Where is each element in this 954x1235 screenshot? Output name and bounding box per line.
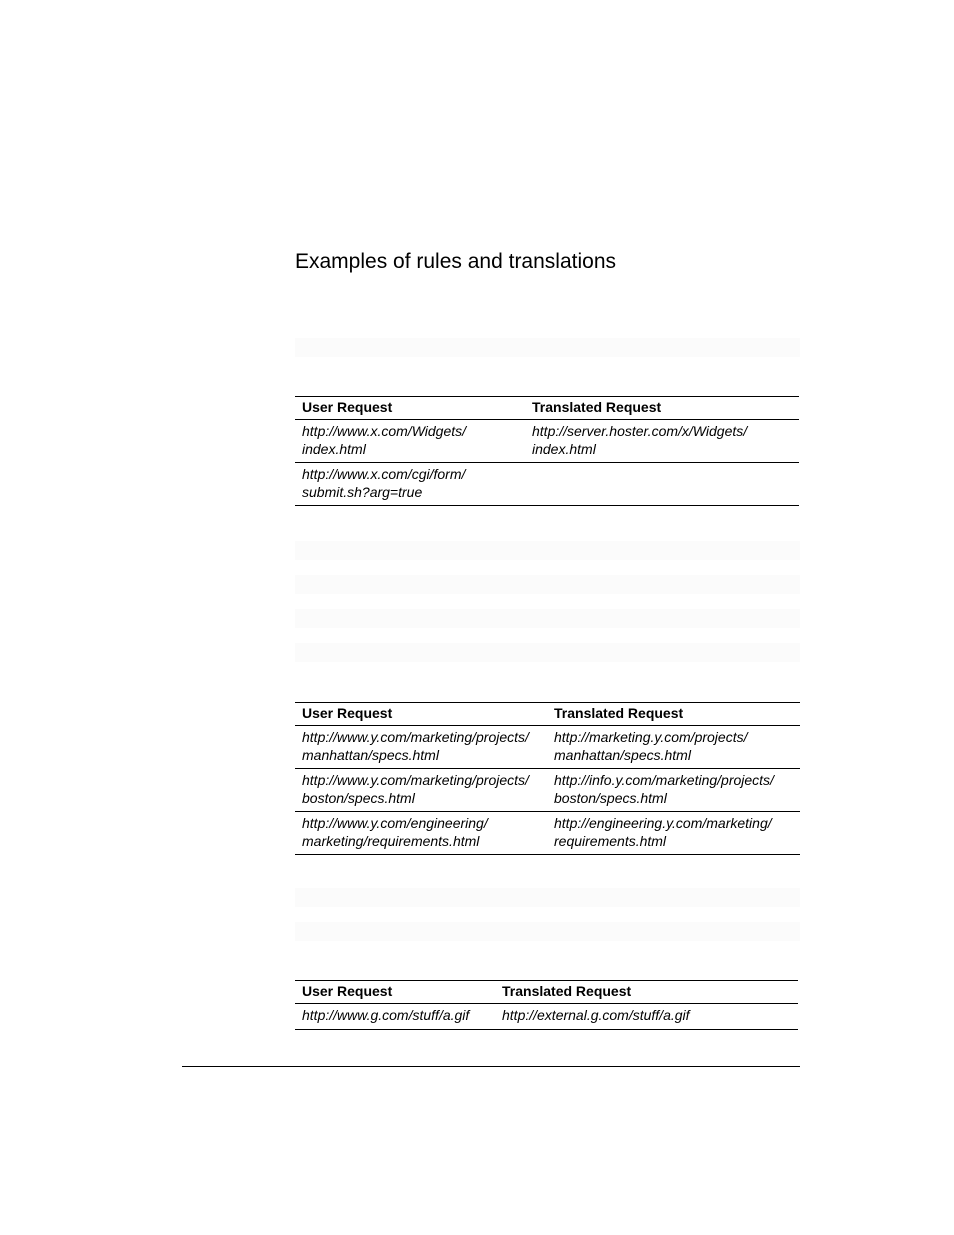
header-user-request: User Request xyxy=(295,397,525,420)
user-request-cell: http://www.x.com/Widgets/ index.html xyxy=(295,420,525,463)
user-request-cell: http://www.y.com/engineering/ marketing/requirements.html xyxy=(295,812,547,855)
faint-band xyxy=(295,888,800,907)
footer-rule xyxy=(182,1066,800,1067)
table-row xyxy=(295,420,799,463)
user-request-cell: http://www.x.com/cgi/form/ submit.sh?arg=true xyxy=(295,463,525,506)
table-row xyxy=(295,726,800,769)
translated-request-cell: http://external.g.com/stuff/a.gif xyxy=(495,1004,798,1030)
header-translated-request: Translated Request xyxy=(495,981,798,1004)
faint-band xyxy=(295,922,800,941)
translated-request-cell: http://engineering.y.com/marketing/ requirements.html xyxy=(547,812,800,855)
translation-table-1 xyxy=(295,396,799,506)
table-header-row xyxy=(295,703,800,726)
header-user-request: User Request xyxy=(295,981,495,1004)
translated-request-cell xyxy=(525,463,799,506)
table-header-row xyxy=(295,397,799,420)
translation-table-3 xyxy=(295,980,798,1030)
faint-band xyxy=(295,643,800,662)
user-request-cell: http://www.g.com/stuff/a.gif xyxy=(295,1004,495,1030)
user-request-cell: http://www.y.com/marketing/projects/ manhattan/specs.html xyxy=(295,726,547,769)
header-translated-request: Translated Request xyxy=(547,703,800,726)
faint-band xyxy=(295,575,800,594)
faint-band xyxy=(295,609,800,628)
table-row xyxy=(295,1004,798,1030)
translated-request-cell: http://server.hoster.com/x/Widgets/ index.html xyxy=(525,420,799,463)
user-request-cell: http://www.y.com/marketing/projects/ boston/specs.html xyxy=(295,769,547,812)
table-row xyxy=(295,769,800,812)
header-user-request: User Request xyxy=(295,703,547,726)
translated-request-cell: http://marketing.y.com/projects/ manhattan/specs.html xyxy=(547,726,800,769)
table-row xyxy=(295,463,799,506)
section-heading: Examples of rules and translations xyxy=(295,250,616,273)
translated-request-cell: http://info.y.com/marketing/projects/ boston/specs.html xyxy=(547,769,800,812)
faint-band xyxy=(295,541,800,560)
table-header-row xyxy=(295,981,798,1004)
translation-table-2 xyxy=(295,702,800,855)
table-row xyxy=(295,812,800,855)
header-translated-request: Translated Request xyxy=(525,397,799,420)
faint-band xyxy=(295,338,800,357)
